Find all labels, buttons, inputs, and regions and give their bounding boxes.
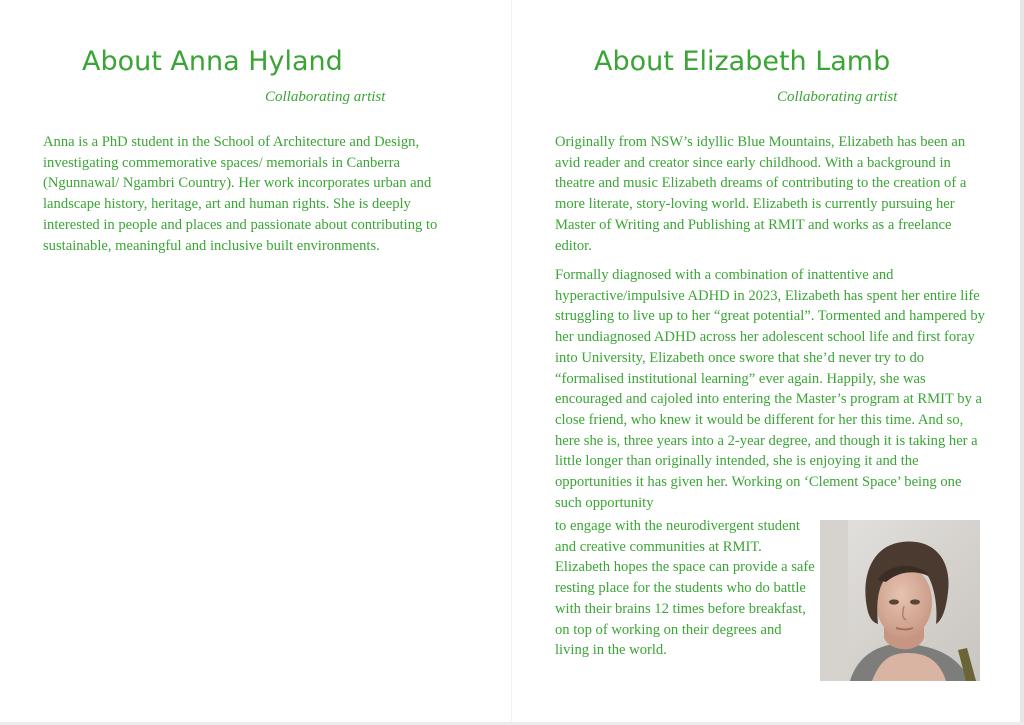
page-subtitle: Collaborating artist bbox=[265, 89, 386, 105]
bio-paragraph: Originally from NSW’s idyllic Blue Mountains, Elizabeth has been an avid reader and creator since early childhood. With a background in theatre and music Elizabeth dreams of contributing to the creation of a more literate, story-loving world. Elizabeth is currently pursuing her Master of Writing and Publishing at RMIT and works as a freelance editor. bbox=[555, 134, 967, 254]
bio-paragraph: to engage with the neurodivergent student and creative communities at RMIT. Elizabeth hopes the space can provide a safe resting place for the students who do battle with their brains 12 times before breakfast, on top of working on their degrees and living in the world. bbox=[555, 518, 815, 659]
portrait-photo bbox=[820, 520, 980, 681]
page-subtitle: Collaborating artist bbox=[777, 89, 898, 105]
page-edge bbox=[1020, 0, 1024, 725]
bio-paragraph: Formally diagnosed with a combination of inattentive and hyperactive/impulsive ADHD in 2023, Elizabeth has spent her entire life struggling to live up to her “great potential”. Tormented and hampered by her undiagnosed ADHD across her adolescent school life and first foray into University, Elizabeth once swore that she’d never try to do “formalised institutional learning” ever again. Happily, she was encouraged and cajoled into entering the Master’s program at RMIT by a close friend, who knew it would be different for her this time. And so, here she is, three years into a 2-year degree, and though it is taking her a little longer than originally intended, she is enjoying it and the opportunities it has given her. Working on ‘Clement Space’ being one such opportunity bbox=[555, 267, 985, 511]
bio-paragraph: Anna is a PhD student in the School of Architecture and Design, investigating commemorative spaces/ memorials in Canberra (Ngunnawal/ Ngambri Country). Her work incorporates urban and landscape history, heritage, art and human rights. She is deeply interested in people and places and passionate about contributing to sustainable, meaningful and inclusive built environments. bbox=[43, 134, 438, 254]
page-title: About Anna Hyland bbox=[82, 46, 343, 77]
page-title: About Elizabeth Lamb bbox=[594, 46, 891, 77]
right-page bbox=[512, 0, 1024, 725]
